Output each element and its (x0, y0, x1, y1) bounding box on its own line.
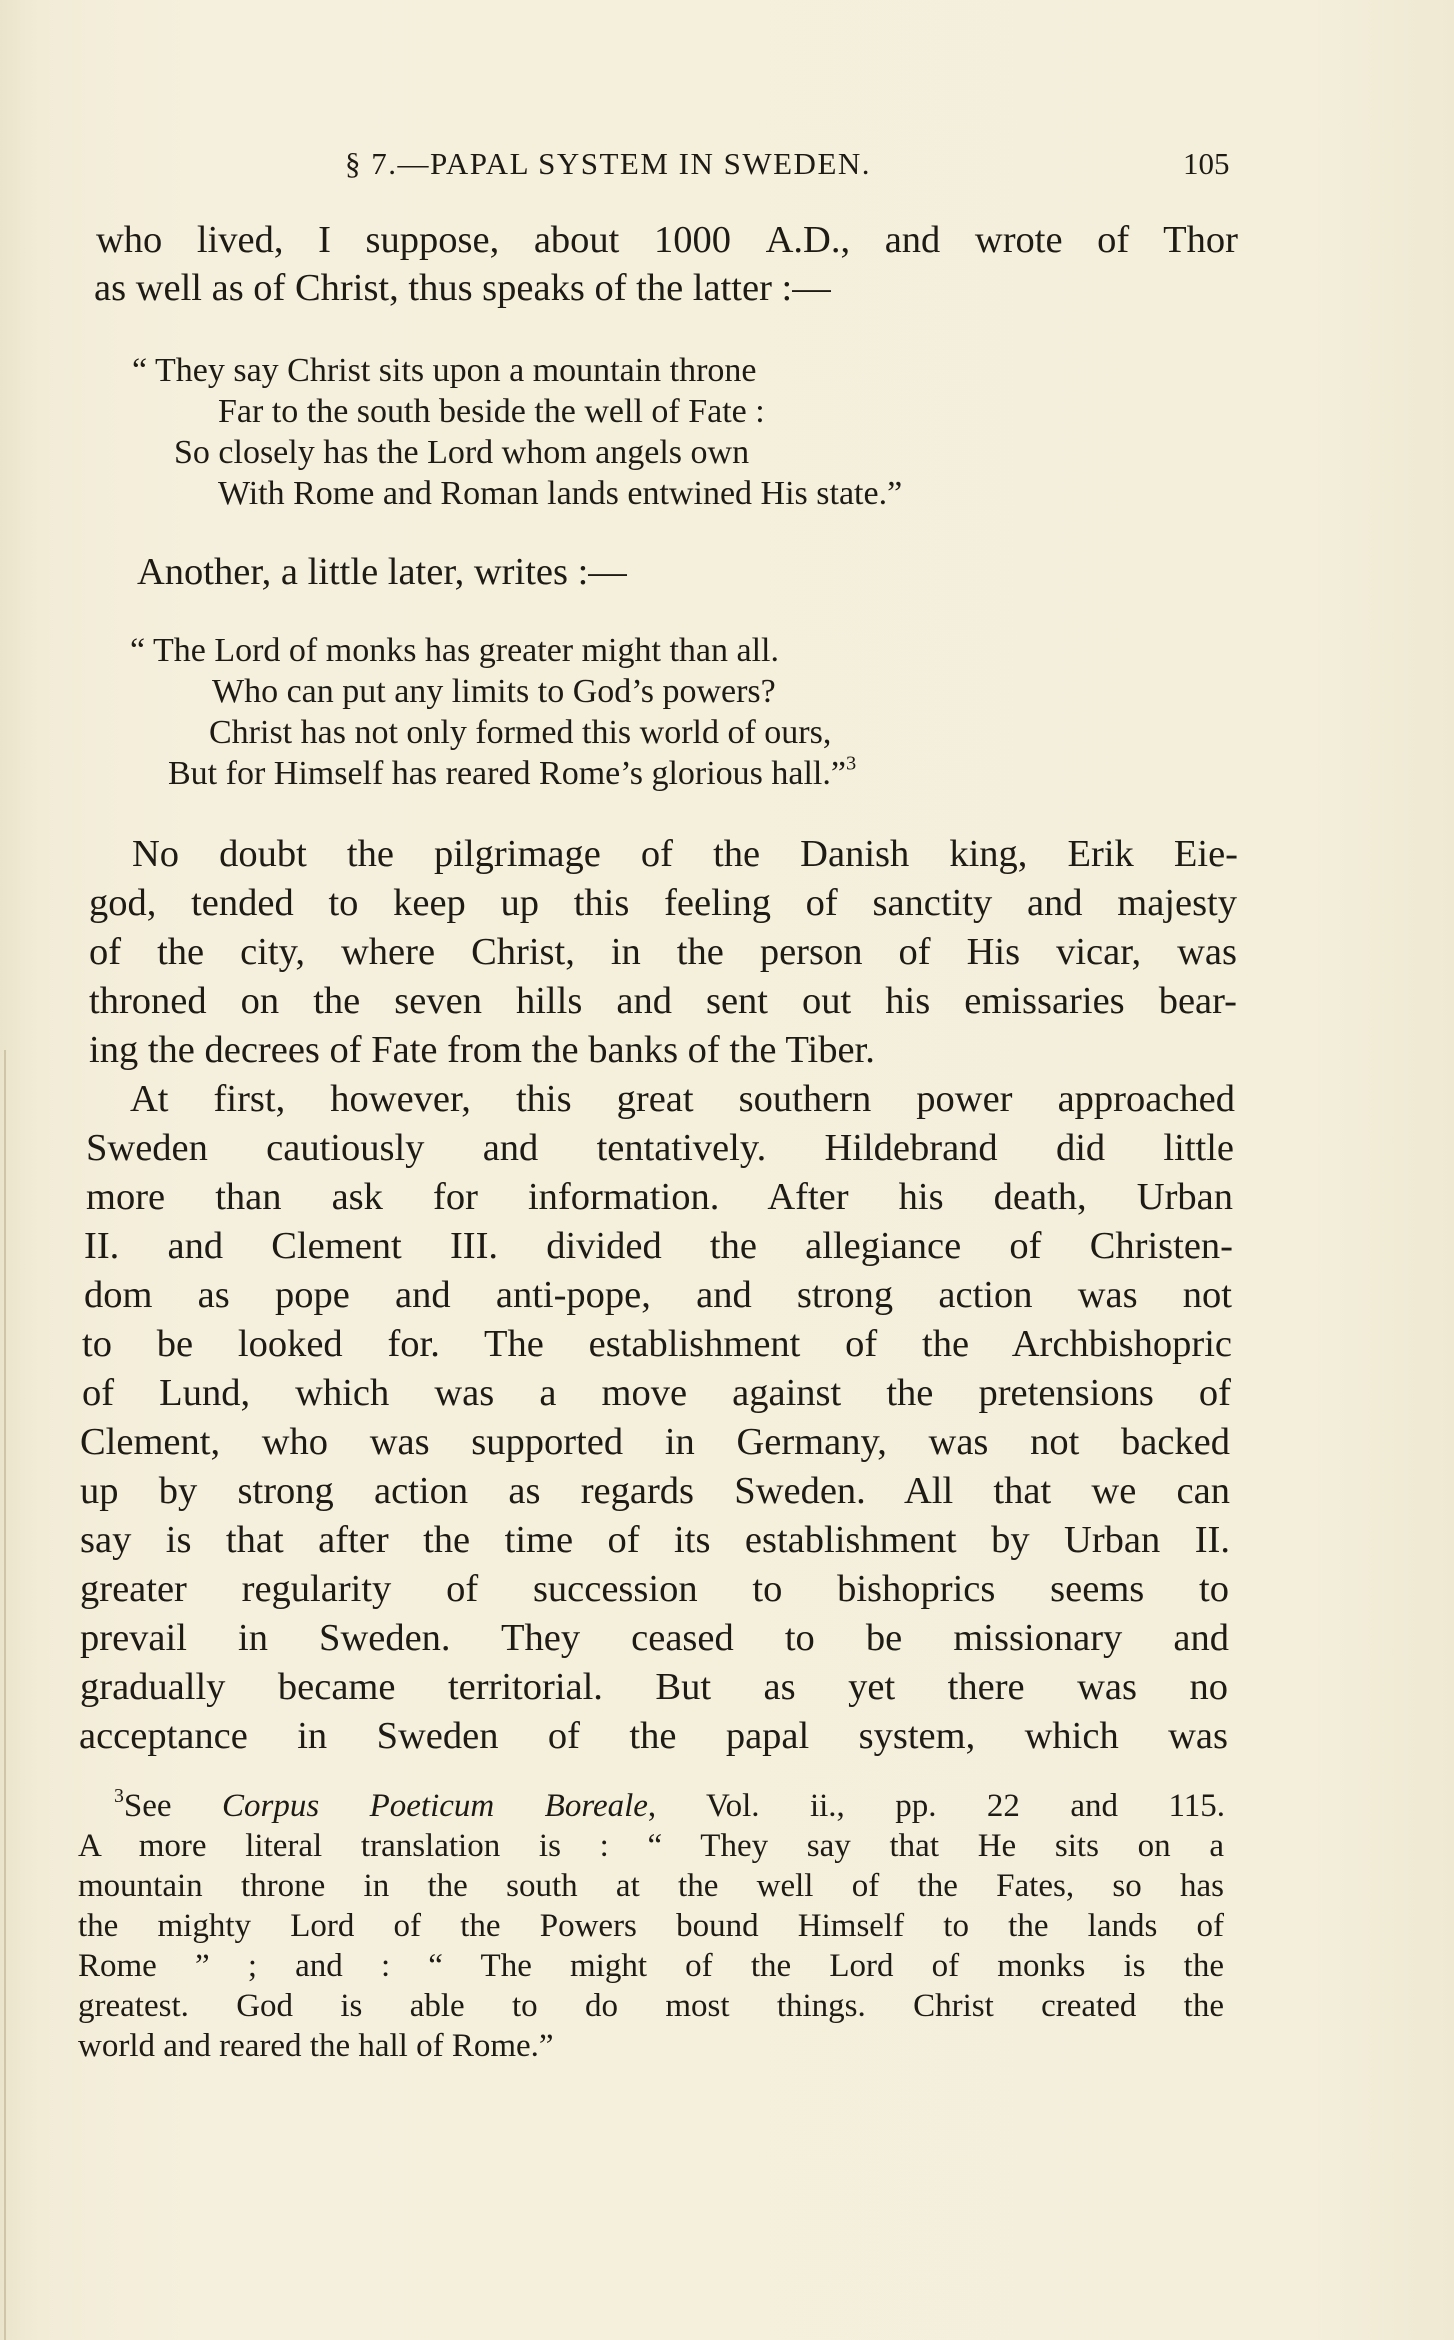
footnote-line: A more literal translation is : “ They say that He sits on a (78, 1828, 1224, 1864)
text-line: Sweden cautiously and tentatively. Hildebrand did little (86, 1127, 1234, 1169)
verse-line: Who can put any limits to God’s powers? (212, 673, 776, 710)
text-line: At first, however, this great southern power approached (130, 1078, 1235, 1120)
text-line: throned on the seven hills and sent out his emissaries bear- (89, 980, 1237, 1022)
verse-line (168, 753, 856, 794)
text-line: acceptance in Sweden of the papal system, which was (79, 1715, 1228, 1757)
text-line: Clement, who was supported in Germany, was not backed (80, 1421, 1230, 1463)
verse-line: “ They say Christ sits upon a mountain throne (132, 352, 757, 389)
page-edge-shadow (4, 1050, 6, 2340)
footnote-marker: 3 (845, 752, 857, 775)
text-segment: , Vol. ii., pp. 22 and 115. (647, 1788, 1225, 1824)
text-line: ing the decrees of Fate from the banks of the Tiber. (89, 1029, 875, 1071)
interlude-line: Another, a little later, writes :— (137, 551, 627, 593)
footnote-line (114, 1786, 1225, 1826)
text-line: prevail in Sweden. They ceased to be missionary and (80, 1617, 1229, 1659)
footnote-line: Rome ” ; and : “ The might of the Lord of monks is the (78, 1948, 1224, 1984)
text-segment: But for Himself has reared Rome’s glorious hall.” (168, 755, 846, 792)
footnote-line: mountain throne in the south at the well of the Fates, so has (78, 1868, 1224, 1904)
text-line: of Lund, which was a move against the pretensions of (82, 1372, 1231, 1414)
era-abbreviation: A.D. (765, 219, 841, 261)
verse-line: So closely has the Lord whom angels own (174, 434, 750, 471)
footnote-number: 3 (114, 1785, 124, 1808)
verse-line: “ The Lord of monks has greater might than all. (130, 632, 779, 669)
text-line: say is that after the time of its establishment by Urban II. (80, 1519, 1230, 1561)
text-line: more than ask for information. After his death, Urban (86, 1176, 1233, 1218)
verse-line: Christ has not only formed this world of ours, (209, 714, 832, 751)
text-line: of the city, where Christ, in the person of His vicar, was (89, 931, 1237, 973)
text-segment: , and wrote of Thor (840, 219, 1238, 261)
text-line: dom as pope and anti-pope, and strong action was not (84, 1274, 1232, 1316)
text-line: II. and Clement III. divided the allegiance of Christen- (84, 1225, 1233, 1267)
text-line: gradually became territorial. But as yet there was no (80, 1666, 1228, 1708)
text-line (94, 264, 831, 312)
text-segment: See (123, 1788, 222, 1824)
footnote-line: the mighty Lord of the Powers bound Himself to the lands of (78, 1908, 1224, 1944)
text-line (96, 216, 1238, 264)
footnote-line: world and reared the hall of Rome.” (78, 2028, 554, 2064)
text-line: god, tended to keep up this feeling of sanctity and majesty (89, 882, 1237, 924)
running-title: § 7.—PAPAL SYSTEM IN SWEDEN. (345, 146, 872, 181)
text-segment: as well as of Christ, thus speaks of the latter :— (94, 267, 831, 309)
page-number: 105 (1183, 146, 1230, 181)
verse-line: With Rome and Roman lands entwined His state.” (218, 475, 903, 512)
footnote-line: greatest. God is able to do most things. Christ created the (78, 1988, 1224, 2024)
text-line: to be looked for. The establishment of the Archbishopric (82, 1323, 1232, 1365)
text-line: up by strong action as regards Sweden. All that we can (80, 1470, 1230, 1512)
cited-work-title: Corpus Poeticum Boreale (221, 1788, 648, 1824)
verse-line: Far to the south beside the well of Fate : (218, 393, 765, 430)
text-line: greater regularity of succession to bishoprics seems to (80, 1568, 1229, 1610)
text-segment: who lived, I suppose, about 1000 (96, 219, 766, 261)
running-head (0, 142, 1454, 186)
text-line: No doubt the pilgrimage of the Danish king, Erik Eie- (132, 833, 1238, 875)
